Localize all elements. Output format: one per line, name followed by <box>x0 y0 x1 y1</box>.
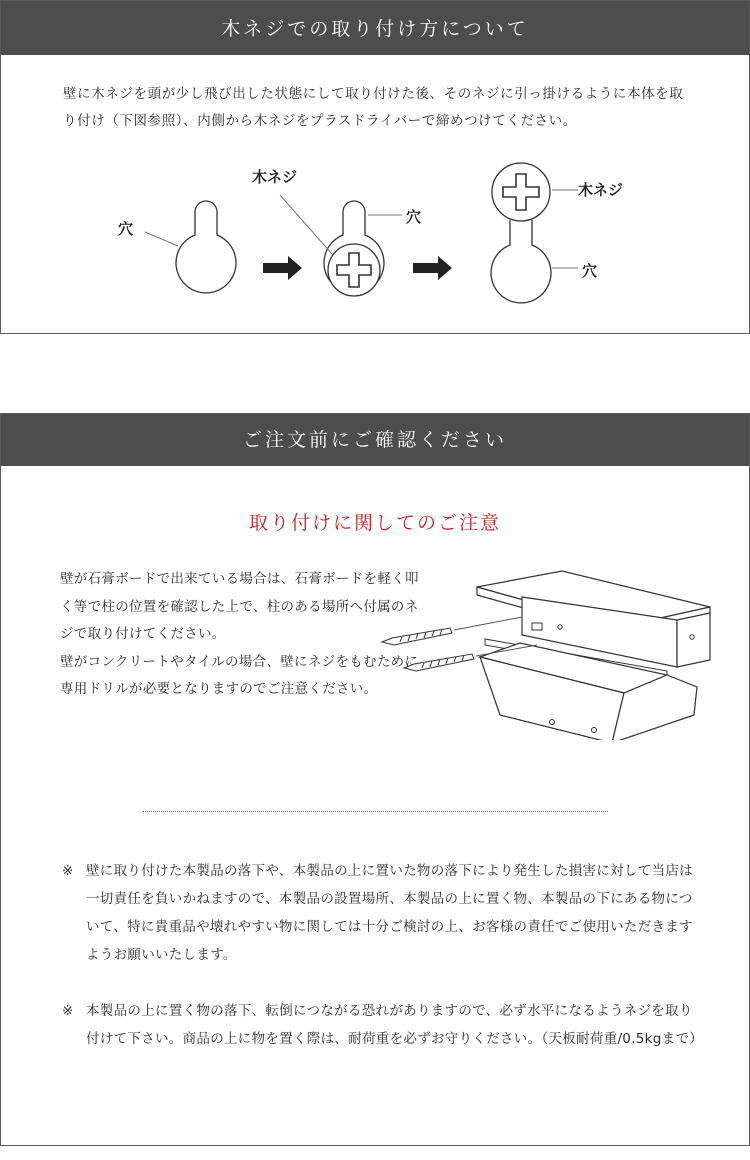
screw-leader-1 <box>280 195 332 254</box>
screw-head-2 <box>328 244 380 296</box>
note-text: 壁に取り付けた本製品の落下や、本製品の上に置いた物の落下により発生した損害に対して当店は一切責任を負いかねますので、本製品の設置場所、本製品の上に置く物、本製品の下にある物について、特に貴重品や壊れやすい物に関しては十分ご検討の上、お客様の責任でご使用いただきますようお願いいたします。 <box>86 863 693 963</box>
screw-icon <box>382 617 522 645</box>
section-title-confirmation: ご注文前にご確認ください <box>1 414 749 466</box>
section-title-mounting: 木ネジでの取り付け方について <box>1 1 749 55</box>
keyhole-step3 <box>491 220 551 303</box>
arrow-right-icon <box>413 256 452 280</box>
hole-label-3: 穴 <box>582 262 598 280</box>
caution-title: 取り付けに関してのご注意 <box>248 512 501 534</box>
arrow-right-icon <box>263 256 302 280</box>
hole-label-2: 穴 <box>406 208 422 226</box>
disclaimer-note <box>62 857 702 969</box>
note-text: 本製品の上に置く物の落下、転倒につながる恐れがありますので、必ず水平になるようネジを取り付けて下さい。商品の上に物を置く際は、耐荷重を必ずお守りください。（天板耐荷重/0.5kgまで） <box>86 1003 704 1047</box>
load-capacity-note <box>62 997 702 1053</box>
note-mark: ※ <box>62 1003 74 1019</box>
mounting-intro-text: 壁に木ネジを頭が少し飛び出した状態にして取り付けた後、そのネジに引っ掛けるように本体を取り付け（下図参照）、内側から木ネジをプラスドライバーで締めつけてください。 <box>63 86 684 129</box>
dotted-divider <box>143 811 608 812</box>
mounting-diagram <box>100 160 660 310</box>
wall-shelf-illustration <box>372 565 712 740</box>
caution-paragraph: 壁が石膏ボードで出来ている場合は、石膏ボードを軽く叩く等で柱の位置を確認した上で、柱のある場所へ付属のネジで取り付けてください。 <box>60 571 419 642</box>
caution-body <box>60 566 420 704</box>
screw-label-1: 木ネジ <box>252 168 298 186</box>
screw-head-3 <box>492 163 550 221</box>
note-mark: ※ <box>62 863 74 879</box>
screw-label-2: 木ネジ <box>578 181 624 199</box>
hole-label-1: 穴 <box>118 220 134 238</box>
caution-paragraph: 壁がコンクリートやタイルの場合、壁にネジをもむために専用ドリルが必要となりますのでご注意ください。 <box>60 653 419 697</box>
hole-leader-1 <box>145 232 178 246</box>
keyhole-step1 <box>176 201 236 293</box>
